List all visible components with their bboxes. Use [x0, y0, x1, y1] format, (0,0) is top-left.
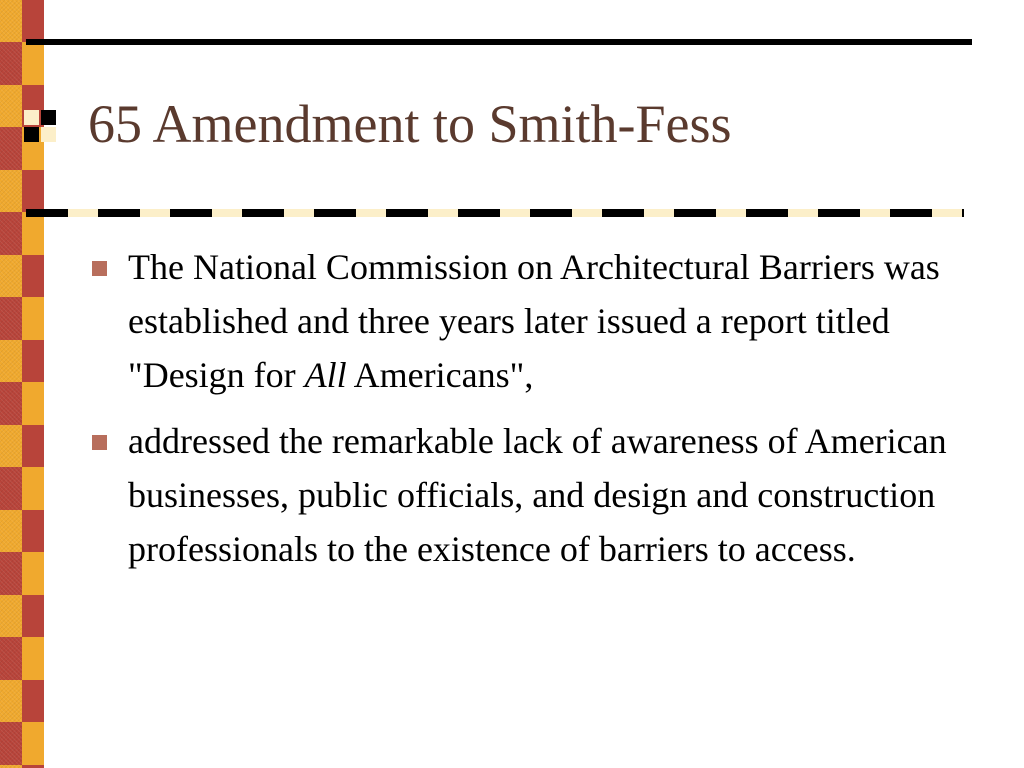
checker-cell	[41, 127, 56, 142]
bullet-text-italic: All	[304, 355, 347, 395]
bullet-text: addressed the remarkable lack of awareness of American businesses, public officials, and design and construction professionals to the existence of barriers to access.	[128, 421, 947, 569]
checker-square-icon	[24, 110, 58, 144]
bullet-text-end: Americans",	[346, 355, 534, 395]
checker-cell	[41, 110, 56, 125]
bullet-text: The National Commission on Architectural Barriers was established and three years later issued a report titled "Design for	[128, 247, 940, 395]
square-bullet-icon	[92, 435, 107, 450]
list-item	[92, 414, 952, 576]
square-bullet-icon	[92, 261, 107, 276]
dashed-divider	[26, 209, 964, 217]
slide-title: 65 Amendment to Smith-Fess	[88, 94, 732, 154]
top-rule	[26, 39, 972, 45]
checker-cell	[24, 127, 39, 142]
bullet-list	[92, 240, 952, 588]
list-item	[92, 240, 952, 402]
checker-cell	[24, 110, 39, 125]
